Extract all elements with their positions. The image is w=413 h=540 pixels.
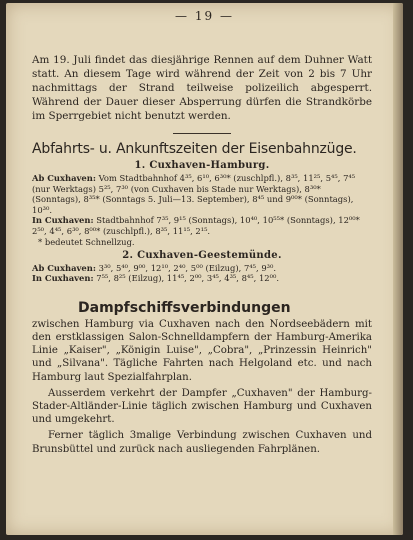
route1-ab-times: Vom Stadtbahnhof 4³⁵, 6¹⁰, 6³⁰* (zuschlpfl.), 8³⁵, 11²⁵, 5⁴⁵, 7⁴⁵ (nur Werktags) 5²⁵, 7³⁰ (von Cuxhaven bis Stade nur Werktags), 8³⁰* (Sonntags), 8³⁵* (Sonntags 5. Juli—13. September), 8⁴⁵ und 9⁰⁰* (Sonntags), 10³⁰. [32, 173, 356, 215]
book-page [6, 3, 403, 535]
steamship-paragraph-3: Ferner täglich 3malige Verbindung zwischen Cuxhaven und Brunsbüttel und zurück nach ausliegenden Fahrplänen. [32, 430, 372, 455]
page-number: — 19 — [175, 9, 234, 23]
route-cuxhaven-hamburg [32, 160, 372, 247]
route1-title: 1. Cuxhaven-Hamburg. [134, 160, 270, 171]
book-spine-shadow [393, 3, 403, 535]
steamship-paragraph-2: Ausserdem verkehrt der Dampfer „Cuxhaven" der Hamburg-Stader-Altländer-Linie täglich zwischen Hamburg und Cuxhaven und umgekehrt. [32, 387, 372, 426]
intro-paragraph: Am 19. Juli findet das diesjährige Rennen auf dem Duhner Watt statt. An diesem Tage wird während der Zeit von 2 bis 7 Uhr nachmittags der Strand teilweise polizeilich abgesperrt. Während der Dauer dieser Absperrung dürfen die Strandkörbe im Sperrgebiet nicht benutzt werden. [32, 54, 372, 122]
route2-in-times: 7⁵⁵, 8²⁵ (Eilzug), 11⁴⁵, 2⁰⁰, 3⁴⁵, 4³⁵, 8⁴⁵, 12⁰⁰. [96, 273, 280, 284]
route1-in-times: Stadtbahnhof 7³⁵, 9¹⁵ (Sonntags), 10⁴⁰, 10⁵⁵* (Sonntags), 12⁰⁰* 2⁵⁰, 4⁴⁵, 6³⁰, 8⁰⁰* (zuschlpfl.), 8³⁵, 11¹⁵, 2¹⁵. [32, 215, 360, 236]
spacer [32, 284, 372, 300]
rail-heading: Abfahrts- u. Ankunftszeiten der Eisenbahnzüge. [32, 141, 357, 157]
route1-departures [32, 173, 372, 215]
route2-ab-times: 3³⁰, 5⁴⁰, 9⁰⁰, 12¹⁰, 2⁴⁰, 5⁰⁰ (Eilzug), 7⁴⁵, 9³⁰. [98, 262, 277, 273]
route2-departures [32, 263, 372, 274]
section-divider [173, 133, 231, 134]
route2-in-label: In Cuxhaven: [32, 273, 94, 284]
route-cuxhaven-geestemuende [32, 250, 372, 284]
route1-in-label: In Cuxhaven: [32, 215, 94, 226]
route1-footnote: * bedeutet Schnellzug. [38, 236, 135, 247]
route2-ab-label: Ab Cuxhaven: [32, 262, 96, 273]
steamship-heading: Dampfschiffsverbindungen [78, 299, 291, 316]
route2-arrivals [32, 273, 372, 284]
route1-ab-label: Ab Cuxhaven: [32, 173, 96, 183]
steamship-section [32, 318, 372, 456]
page-body [32, 53, 372, 459]
steamship-paragraph-1: zwischen Hamburg via Cuxhaven nach den Nordseebädern mit den erstklassigen Salon-Schnelldampfern der Hamburg-Amerika Linie „Kaiser", „Königin Luise", „Cobra", „Prinzessin Heinrich" und „Silvana". Tägliche Fahrten nach Helgoland etc. und nach Hamburg laut Spezialfahrplan. [32, 318, 372, 383]
route1-arrivals [32, 215, 372, 236]
route2-title: 2. Cuxhaven-Geestemünde. [122, 249, 282, 261]
